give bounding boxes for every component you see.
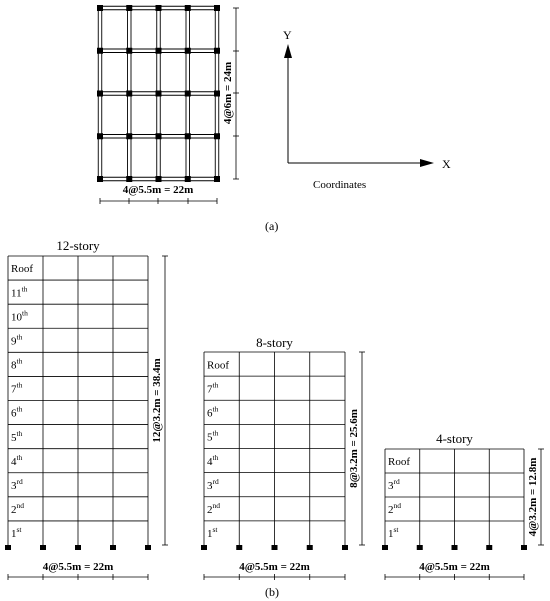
column-support: [452, 545, 458, 550]
column-support: [5, 545, 11, 550]
plan-column: [214, 48, 220, 54]
story-label-number: 4: [11, 455, 17, 468]
plan-x-dimension: [100, 198, 217, 204]
story-label-suffix: th: [16, 404, 23, 414]
plan-column: [126, 48, 132, 54]
plan-column: [126, 176, 132, 182]
story-label-number: 10: [11, 311, 22, 324]
story-label-number: 9: [11, 335, 17, 348]
column-support: [272, 545, 278, 550]
plan-column: [156, 133, 162, 139]
plan-column: [126, 133, 132, 139]
story-label: [11, 429, 23, 444]
width-dimension: [8, 574, 148, 580]
story-label-suffix: th: [212, 380, 219, 390]
story-label-suffix: th: [212, 452, 219, 462]
coordinates-caption: Coordinates: [313, 179, 367, 191]
story-label: [207, 405, 219, 420]
plan-column: [185, 176, 191, 182]
story-label: [11, 501, 24, 516]
plan-column: [156, 91, 162, 97]
frame-8-story: [201, 335, 365, 580]
plan-column: [185, 133, 191, 139]
subfigure-label-b: (b): [265, 585, 279, 599]
plan-column: [97, 48, 103, 54]
plan-column: [185, 91, 191, 97]
story-label-suffix: st: [393, 525, 399, 535]
story-label: [207, 359, 229, 371]
story-label-suffix: rd: [393, 477, 400, 487]
story-label: [11, 357, 23, 372]
story-label: [11, 405, 23, 420]
story-label-number: 7: [11, 383, 17, 396]
story-label: [388, 501, 401, 516]
plan-y-dim-label: 4@6m = 24m: [222, 61, 234, 125]
column-support: [521, 545, 527, 550]
story-label-suffix: nd: [393, 501, 401, 511]
plan-column: [97, 176, 103, 182]
story-label-suffix: th: [16, 356, 23, 366]
plan-column: [97, 133, 103, 139]
plan-column: [156, 48, 162, 54]
story-label-suffix: nd: [212, 501, 220, 511]
story-label: [388, 456, 410, 468]
story-label: [207, 429, 219, 444]
story-label-suffix: rd: [212, 476, 219, 486]
width-dimension: [385, 574, 524, 580]
story-label: [11, 453, 23, 468]
elevation-frames: [5, 238, 544, 580]
story-label-number: Roof: [11, 263, 33, 276]
story-label: [207, 380, 219, 395]
column-support: [236, 545, 242, 550]
frame-title: 8-story: [256, 335, 293, 350]
column-support: [40, 545, 46, 550]
frame-title: 4-story: [436, 431, 473, 446]
story-label: [11, 332, 23, 347]
subfigure-label-a: (a): [265, 219, 279, 233]
story-label-suffix: th: [21, 284, 28, 294]
story-label-suffix: st: [16, 525, 22, 535]
story-label-suffix: th: [22, 308, 28, 318]
story-label-number: 1: [207, 528, 213, 541]
frame-4-story: [382, 431, 544, 580]
story-label-number: 7: [207, 383, 213, 396]
story-label-number: 2: [207, 504, 213, 517]
frame-title: 12-story: [56, 238, 100, 253]
plan-x-dim-label: 4@5.5m = 22m: [122, 184, 194, 196]
story-label-number: 8: [11, 359, 17, 372]
plan-column: [97, 91, 103, 97]
story-label-number: 2: [11, 504, 17, 517]
coordinate-axes: [284, 44, 434, 167]
column-support: [382, 545, 388, 550]
story-label: [11, 381, 23, 396]
column-support: [307, 545, 313, 550]
plan-column: [214, 5, 220, 11]
story-label: [388, 525, 399, 540]
story-label-suffix: th: [212, 428, 219, 438]
plan-column: [126, 5, 132, 11]
height-dim-label: 12@3.2m = 38.4m: [151, 358, 163, 443]
plan-column: [214, 133, 220, 139]
story-label-number: 5: [207, 431, 213, 444]
height-dim-label: 8@3.2m = 25.6m: [348, 409, 360, 488]
story-label-number: 11: [11, 287, 22, 300]
story-label: [207, 501, 220, 516]
story-label-number: 4: [207, 455, 213, 468]
plan-column: [126, 91, 132, 97]
plan-column: [156, 5, 162, 11]
story-label: [11, 525, 22, 540]
story-label-number: 3: [11, 479, 17, 492]
story-label-number: Roof: [388, 456, 410, 469]
plan-column: [185, 5, 191, 11]
story-label-suffix: th: [16, 452, 23, 462]
story-label: [388, 477, 400, 492]
column-support: [145, 545, 151, 550]
story-label-number: 1: [388, 528, 394, 541]
story-label: [11, 263, 33, 275]
story-label-number: 1: [11, 528, 17, 541]
column-support: [417, 545, 423, 550]
story-label: [207, 453, 219, 468]
story-label-number: 2: [388, 504, 394, 517]
story-label-number: 5: [11, 431, 17, 444]
width-dim-label: 4@5.5m = 22m: [42, 561, 114, 573]
column-support: [75, 545, 81, 550]
plan-grid: [97, 5, 220, 182]
story-label: [11, 477, 23, 492]
frame-12-story: [5, 238, 168, 580]
axis-y-label: Y: [283, 28, 292, 42]
plan-column: [156, 176, 162, 182]
column-support: [342, 545, 348, 550]
plan-column: [214, 176, 220, 182]
axis-x-label: X: [442, 157, 451, 171]
story-label-suffix: th: [212, 404, 219, 414]
story-label: [207, 477, 219, 492]
story-label-number: 6: [11, 407, 17, 420]
story-label: [207, 525, 218, 540]
story-label-number: 3: [207, 479, 213, 492]
story-label-suffix: th: [16, 332, 23, 342]
story-label: [11, 284, 28, 299]
story-label-suffix: th: [16, 380, 23, 390]
story-label-suffix: nd: [16, 501, 24, 511]
story-label-number: 3: [388, 480, 394, 493]
plan-column: [97, 5, 103, 11]
width-dimension: [204, 574, 345, 580]
column-support: [201, 545, 207, 550]
height-dim-label: 4@3.2m = 12.8m: [527, 457, 539, 537]
width-dim-label: 4@5.5m = 22m: [239, 561, 310, 573]
story-label-number: 6: [207, 407, 213, 420]
column-support: [110, 545, 116, 550]
column-support: [486, 545, 492, 550]
plan-column: [214, 91, 220, 97]
width-dim-label: 4@5.5m = 22m: [419, 561, 490, 573]
story-label-number: Roof: [207, 359, 229, 372]
story-label-suffix: rd: [16, 476, 23, 486]
story-label-suffix: th: [16, 428, 23, 438]
plan-column: [185, 48, 191, 54]
story-label: [11, 308, 28, 323]
story-label-suffix: st: [212, 525, 218, 535]
